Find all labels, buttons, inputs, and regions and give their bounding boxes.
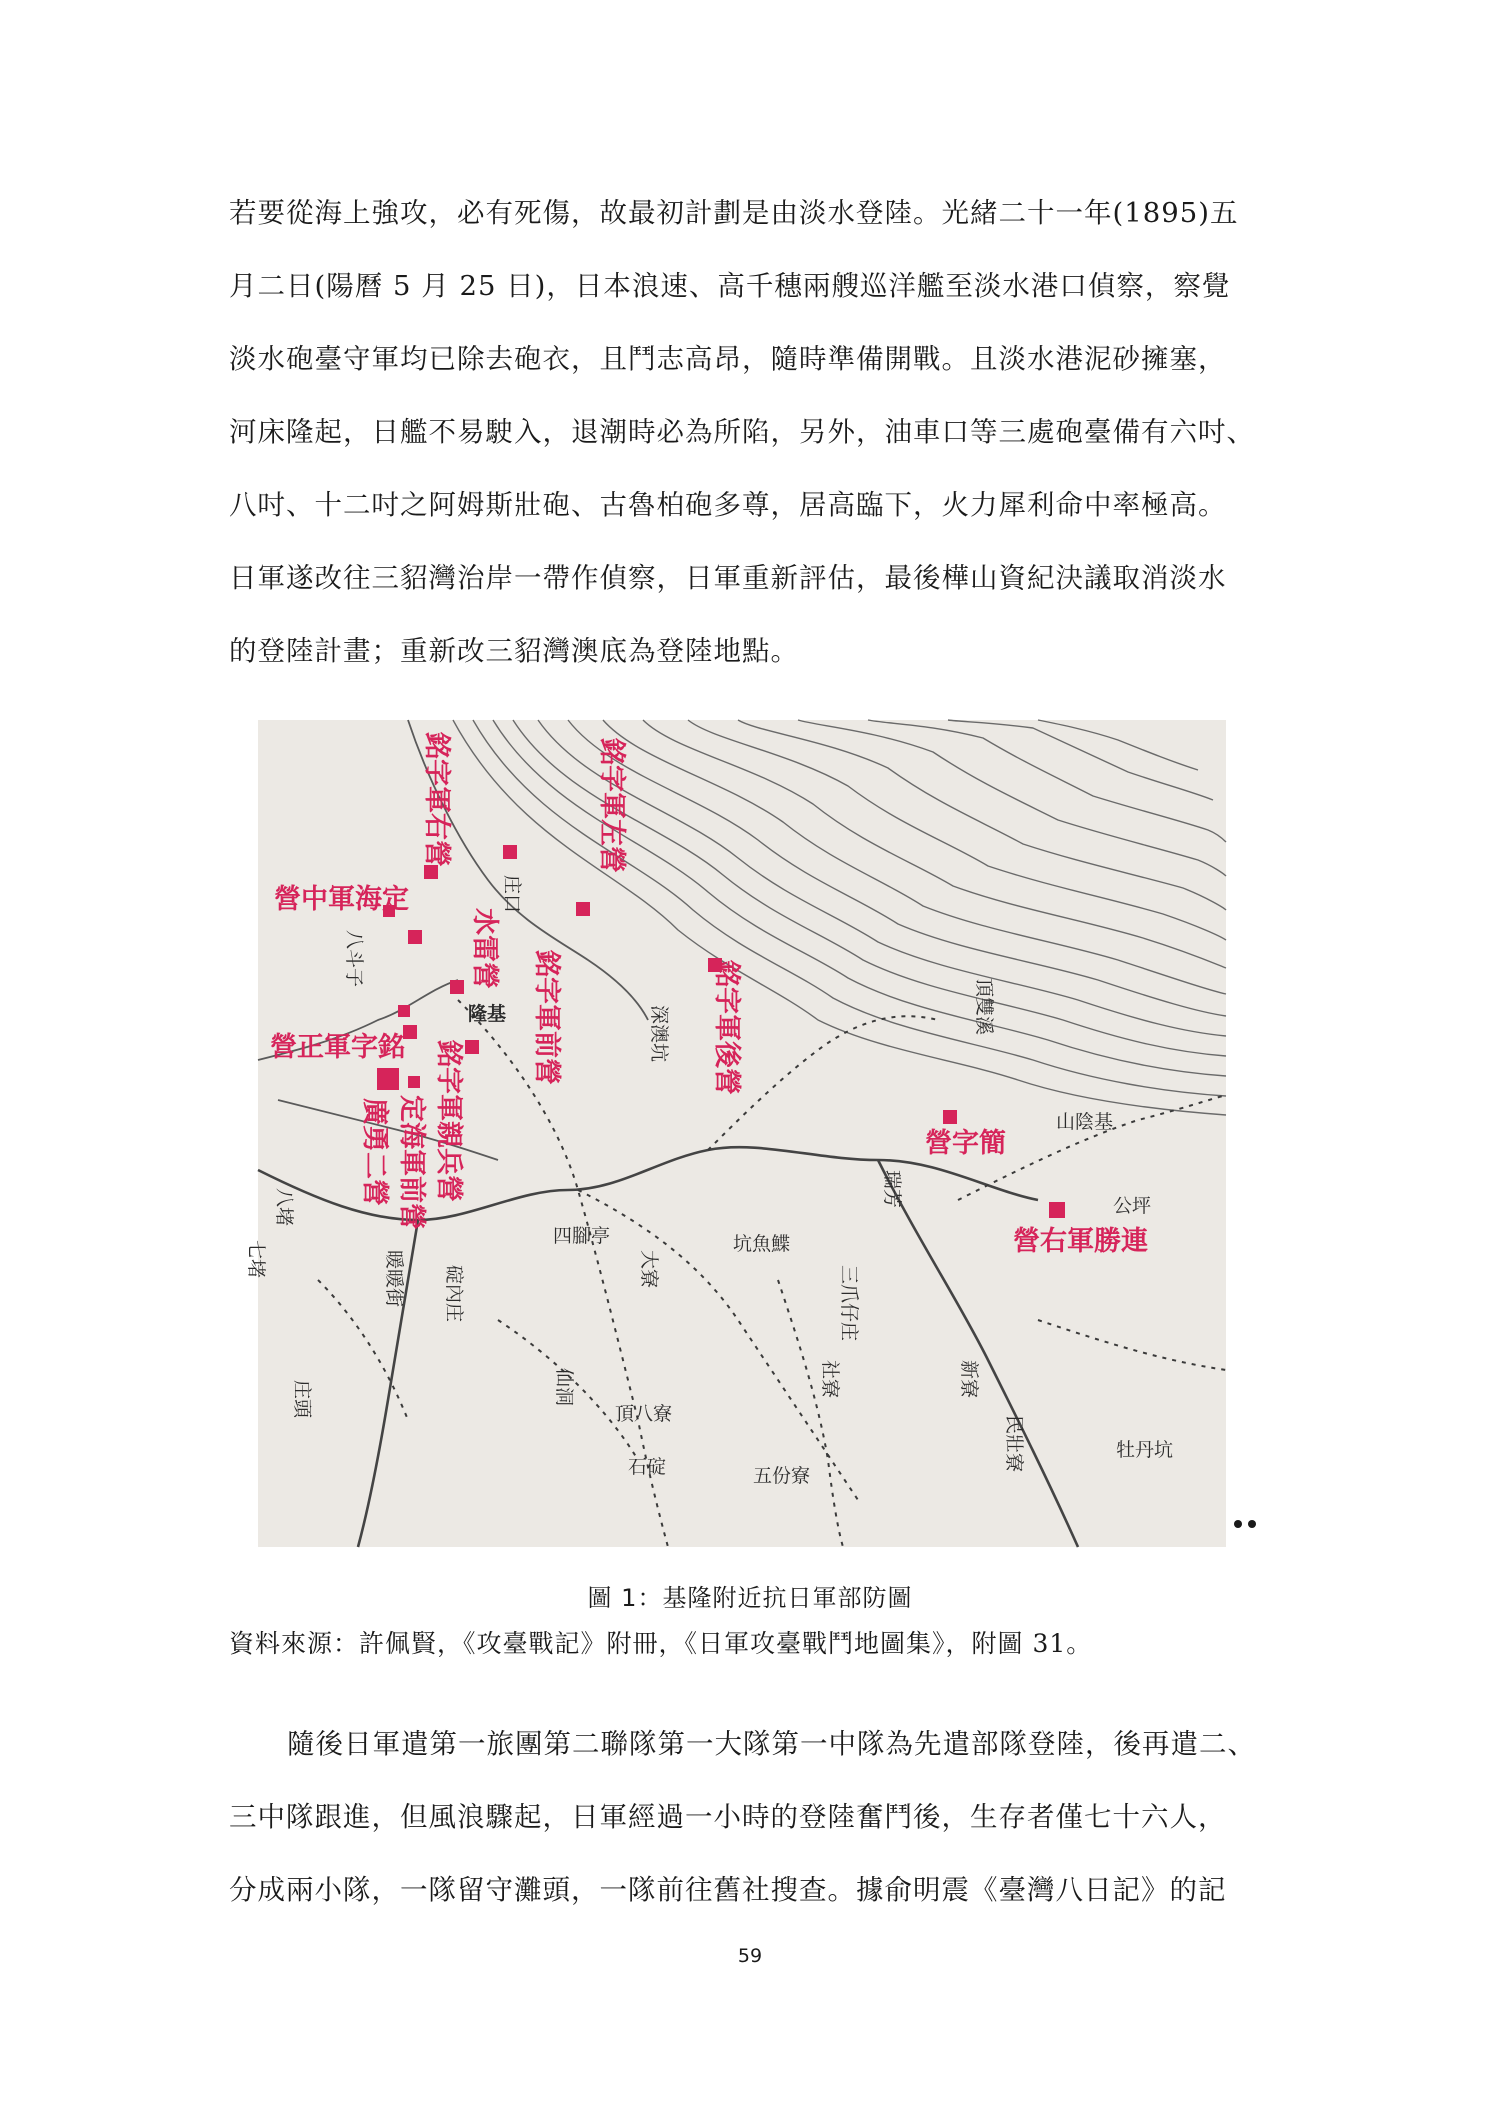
map-label-red: 定海軍前營 <box>396 1095 427 1230</box>
map-label-red: 銘字軍左營 <box>596 738 627 873</box>
map-label: 八堵 <box>273 1188 295 1227</box>
map-label: 三爪仔庄 <box>838 1265 860 1342</box>
text-line: 八吋、十二吋之阿姆斯壯砲、古魯柏砲多尊，居高臨下，火力犀利命中率極高。 <box>229 489 1227 521</box>
map-label: 大寮 <box>638 1250 660 1289</box>
map-label-red: 營正軍字銘 <box>270 1032 405 1063</box>
map-label: 山陰基 <box>1056 1111 1114 1133</box>
map-label: 牡丹坑 <box>1116 1439 1174 1461</box>
map-label-red: 銘字軍親兵營 <box>433 1040 464 1202</box>
map-label: 七堵 <box>245 1240 267 1279</box>
map-label: 五份寮 <box>753 1465 811 1487</box>
figure-source: 資料來源：許佩賢，《攻臺戰記》附冊，《日軍攻臺戰鬥地圖集》，附圖 31。 <box>229 1629 1093 1658</box>
map-label: 暖暖街 <box>383 1250 405 1308</box>
map-label: 隆基 <box>468 1003 507 1025</box>
coast-contours <box>453 720 1226 1115</box>
map-label: 庄口 <box>501 875 523 914</box>
page-number: 59 <box>737 1945 763 1967</box>
text-line: 月二日(陽曆 5 月 25 日)，日本浪速、高千穗兩艘巡洋艦至淡水港口偵察，察覺 <box>229 270 1231 302</box>
text-line: 隨後日軍遣第一旅團第二聯隊第一大隊第一中隊為先遣部隊登陸，後再遣二、 <box>287 1728 1256 1760</box>
map-image <box>245 720 1226 1547</box>
map-label: 新寮 <box>958 1360 980 1399</box>
map-label: 八斗子 <box>343 930 365 988</box>
text-line: 日軍遂改往三貂灣治岸一帶作偵察，日軍重新評估，最後樺山資紀決議取消淡水 <box>229 562 1227 594</box>
body-paragraph-2 <box>229 1708 1299 1927</box>
map-label: 碇內庄 <box>443 1265 465 1323</box>
map-label-red: 銘字軍後營 <box>711 960 742 1095</box>
text-line: 若要從海上強攻，必有死傷，故最初計劃是由淡水登陸。光緒二十一年(1895)五 <box>229 197 1239 229</box>
keelung-defense-map <box>245 720 1226 1547</box>
body-paragraph-1 <box>229 177 1299 688</box>
map-label: 社寮 <box>819 1360 841 1399</box>
map-label: 仙洞 <box>553 1368 575 1407</box>
text-line: 三中隊跟進，但風浪驟起，日軍經過一小時的登陸奮鬥後，生存者僅七十六人， <box>229 1801 1227 1833</box>
map-label: 坑魚鰈 <box>733 1233 791 1255</box>
map-label: 公坪 <box>1113 1195 1152 1217</box>
map-label: 頂八寮 <box>615 1403 673 1425</box>
map-label: 深澳坑 <box>648 1005 670 1063</box>
map-label: 瑞芳 <box>881 1170 903 1209</box>
map-label-red: 水雷營 <box>469 908 500 989</box>
text-line: 的登陸計畫；重新改三貂灣澳底為登陸地點。 <box>229 635 799 667</box>
text-line: 淡水砲臺守軍均已除去砲衣，且鬥志高昂，隨時準備開戰。且淡水港泥砂擁塞， <box>229 343 1227 375</box>
map-label-red: 營字簡 <box>925 1128 1006 1159</box>
dot <box>1248 1520 1256 1528</box>
rivers <box>258 1147 1078 1547</box>
figure-caption: 圖 1：基隆附近抗日軍部防圖 <box>587 1584 913 1612</box>
text-line: 分成兩小隊，一隊留守灘頭，一隊前往舊社搜查。據俞明震《臺灣八日記》的記 <box>229 1874 1227 1906</box>
map-label-red: 銘字軍右營 <box>421 732 452 867</box>
map-label-red: 營右軍勝連 <box>1013 1226 1148 1257</box>
map-label: 四腳亭 <box>553 1225 611 1247</box>
text-line: 河床隆起，日艦不易駛入，退潮時必為所陷，另外，油車口等三處砲臺備有六吋、 <box>229 416 1255 448</box>
map-label-red: 銘字軍前營 <box>531 950 562 1085</box>
map-label: 石碇 <box>628 1456 667 1478</box>
map-label-red: 營中軍海定 <box>274 884 409 915</box>
map-label: 頂雙溪 <box>973 978 995 1036</box>
map-label: 民壯寮 <box>1003 1415 1025 1473</box>
figure-dots <box>1234 1520 1264 1534</box>
map-label-red: 廣勇二營 <box>359 1098 390 1206</box>
dot <box>1234 1520 1242 1528</box>
map-label: 庄頭 <box>291 1380 313 1419</box>
